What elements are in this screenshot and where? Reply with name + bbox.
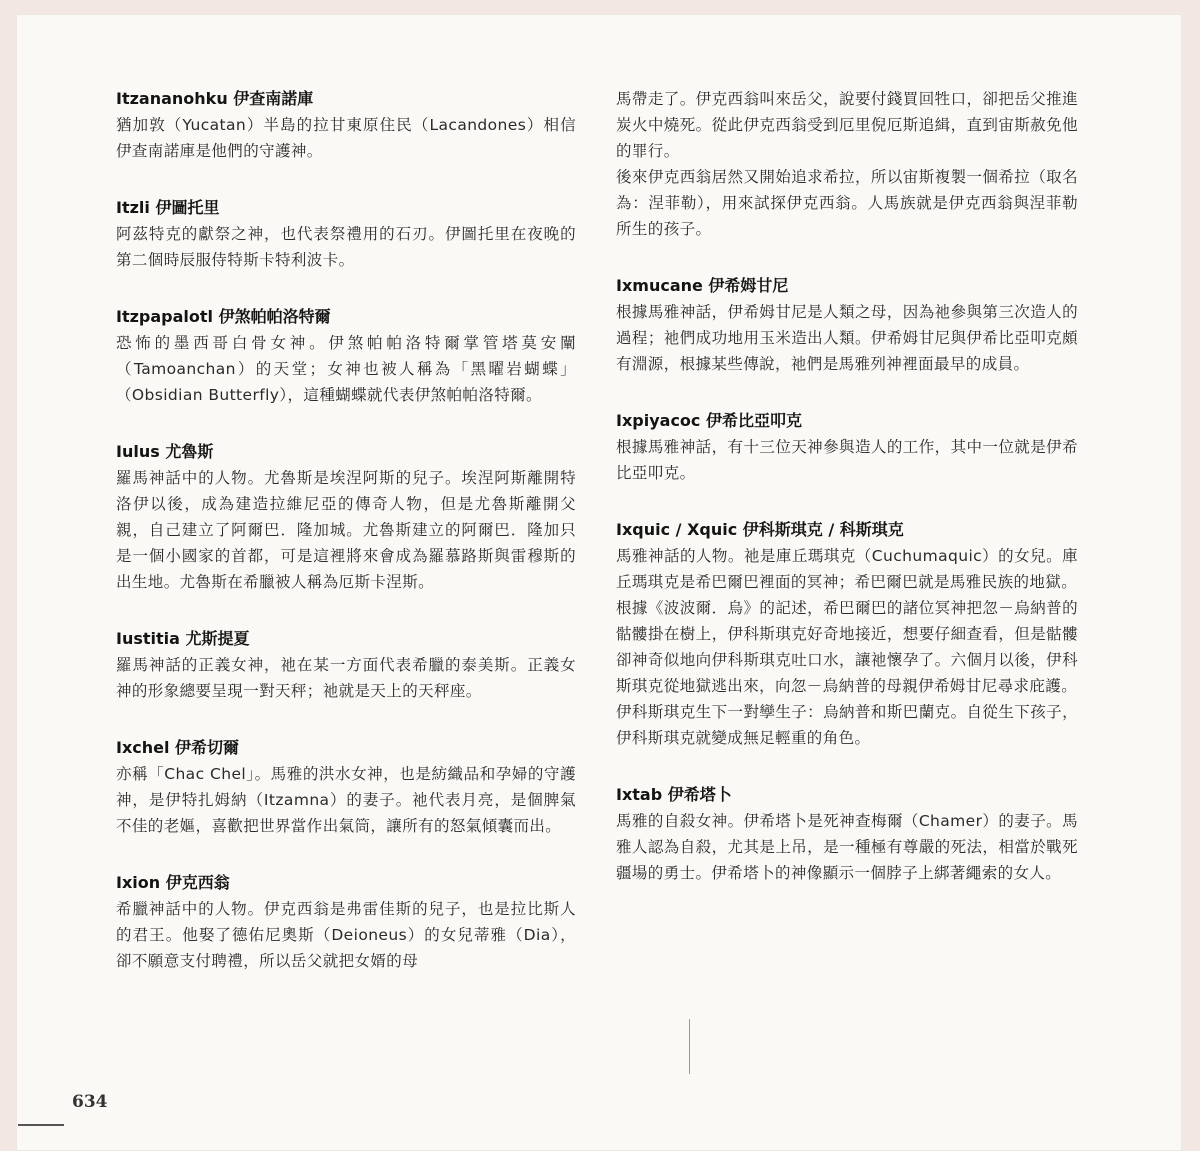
entry-heading: Itzli 伊圖托里 [116,198,220,217]
entry-heading: Ixtab 伊希塔卜 [616,785,732,804]
glossary-entry [616,408,1078,486]
entry-paragraph: 伊科斯琪克生下一對孿生子：烏納普和斯巴蘭克。自從生下孩子，伊科斯琪克就變成無足輕重的角色。 [616,703,1078,747]
glossary-entry [616,517,1078,751]
entry-heading: Iulus 尤魯斯 [116,442,214,461]
entry-paragraph: 根據《波波爾．烏》的記述，希巴爾巴的諸位冥神把忽－烏納普的骷髏掛在樹上，伊科斯琪克好奇地接近，想要仔細查看，但是骷髏卻神奇似地向伊科斯琪克吐口水，讓祂懷孕了。六個月以後，伊科斯琪克從地獄逃出來，向忽－烏納普的母親伊希姆甘尼尋求庇護。 [616,599,1078,695]
entry-paragraph: 根據馬雅神話，有十三位天神參與造人的工作，其中一位就是伊希比亞叩克。 [616,438,1078,482]
entry-heading: Ixpiyacoc 伊希比亞叩克 [616,411,802,430]
entry-heading: Itzpapalotl 伊煞帕帕洛特爾 [116,307,331,326]
glossary-entry [116,870,576,974]
entry-paragraph: 阿茲特克的獻祭之神，也代表祭禮用的石刃。伊圖托里在夜晚的第二個時辰服侍特斯卡特利波卡。 [116,225,576,269]
book-page [16,14,1182,1151]
glossary-entry [116,735,576,839]
page-number: 634 [72,1092,108,1112]
entry-paragraph: 根據馬雅神話，伊希姆甘尼是人類之母，因為祂參與第三次造人的過程；祂們成功地用玉米造出人類。伊希姆甘尼與伊希比亞叩克頗有淵源，根據某些傳說，祂們是馬雅列神裡面最早的成員。 [616,303,1078,373]
glossary-entry [616,86,1078,242]
entry-paragraph: 羅馬神話的正義女神，祂在某一方面代表希臘的泰美斯。正義女神的形象總要呈現一對天秤；祂就是天上的天秤座。 [116,656,576,700]
glossary-entry [616,273,1078,377]
entry-paragraph: 馬雅神話的人物。祂是庫丘瑪琪克（Cuchumaquic）的女兒。庫丘瑪琪克是希巴爾巴裡面的冥神；希巴爾巴就是馬雅民族的地獄。 [616,547,1078,591]
entry-heading: Ixquic / Xquic 伊科斯琪克 / 科斯琪克 [616,520,904,539]
glossary-entry [616,782,1078,886]
entry-paragraph: 恐怖的墨西哥白骨女神。伊煞帕帕洛特爾掌管塔莫安闡（Tamoanchan）的天堂；女神也被人稱為「黑曜岩蝴蝶」（Obsidian Butterfly），這種蝴蝶就代表伊煞帕帕洛特爾。 [116,334,576,404]
entry-paragraph: 猶加敦（Yucatan）半島的拉甘東原住民（Lacandones）相信伊查南諾庫是他們的守護神。 [116,116,576,160]
entry-heading: Ixion 伊克西翁 [116,873,230,892]
entry-heading: Ixmucane 伊希姆甘尼 [616,276,789,295]
glossary-entry [116,439,576,595]
right-column [616,86,1078,886]
glossary-entry [116,195,576,273]
entry-heading: Ixchel 伊希切爾 [116,738,240,757]
entry-paragraph: 後來伊克西翁居然又開始追求希拉，所以宙斯複製一個希拉（取名為：涅菲勒），用來試探伊克西翁。人馬族就是伊克西翁與涅菲勒所生的孩子。 [616,168,1078,238]
entry-paragraph: 馬雅的自殺女神。伊希塔卜是死神查梅爾（Chamer）的妻子。馬雅人認為自殺，尤其是上吊，是一種極有尊嚴的死法，相當於戰死疆場的勇士。伊希塔卜的神像顯示一個脖子上綁著繩索的女人。 [616,812,1078,882]
entry-heading: Itzananohku 伊查南諾庫 [116,89,314,108]
entry-paragraph: 羅馬神話中的人物。尤魯斯是埃涅阿斯的兒子。埃涅阿斯離開特洛伊以後，成為建造拉維尼亞的傳奇人物，但是尤魯斯離開父親，自己建立了阿爾巴．隆加城。尤魯斯建立的阿爾巴．隆加只是一個小國家的首都，可是這裡將來會成為羅慕路斯與雷穆斯的出生地。尤魯斯在希臘被人稱為厄斯卡涅斯。 [116,469,576,591]
entry-paragraph: 馬帶走了。伊克西翁叫來岳父，說要付錢買回牲口，卻把岳父推進炭火中燒死。從此伊克西翁受到厄里倪厄斯追緝，直到宙斯赦免他的罪行。 [616,90,1078,160]
left-column [116,86,576,974]
scan-mark [689,1019,690,1074]
entry-paragraph: 亦稱「Chac Chel」。馬雅的洪水女神，也是紡織品和孕婦的守護神，是伊特扎姆納（Itzamna）的妻子。祂代表月亮，是個脾氣不佳的老嫗，喜歡把世界當作出氣筒，讓所有的怒氣傾囊而出。 [116,765,576,835]
entry-paragraph: 希臘神話中的人物。伊克西翁是弗雷佳斯的兒子，也是拉比斯人的君王。他娶了德佑尼奧斯（Deioneus）的女兒蒂雅（Dia），卻不願意支付聘禮，所以岳父就把女婿的母 [116,900,576,970]
glossary-entry [116,304,576,408]
glossary-entry [116,86,576,164]
entry-heading: Iustitia 尤斯提夏 [116,629,250,648]
footer-rule [18,1124,64,1126]
glossary-entry [116,626,576,704]
